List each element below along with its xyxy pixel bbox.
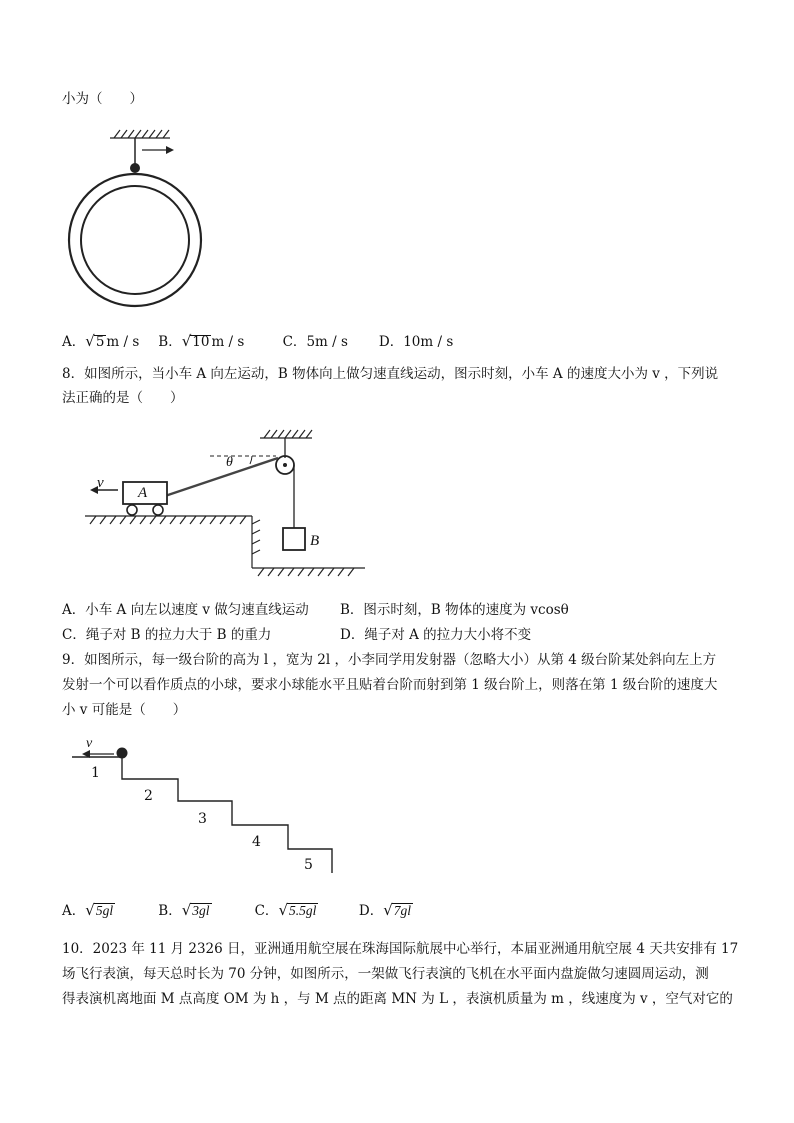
q7-option-a[interactable]: A．√5 m / s (62, 332, 140, 350)
q9-step-3: 3 (198, 811, 207, 827)
inner-ring (81, 186, 189, 294)
q7-option-b[interactable]: B．√10 m / s (158, 332, 245, 350)
q9-options (62, 903, 449, 919)
q9-line-3: 小 v 可能是（ ） (62, 702, 187, 718)
q8-line-2: 法正确的是（ ） (62, 390, 184, 406)
q9-step-2: 2 (144, 788, 153, 804)
q8-fig-theta-label: θ (226, 455, 233, 470)
q8-option-a[interactable]: A．小车 A 向左以速度 v 做匀速直线运动 (62, 602, 309, 618)
ball (130, 163, 140, 173)
q8-line-1: 8．如图所示，当小车 A 向左运动，B 物体向上做匀速直线运动，图示时刻，小车 A 的速度大小为 v ，下列说 (62, 366, 719, 382)
q7-tail: 小为（ ） (62, 91, 143, 107)
q10-line-3: 得表演机离地面 M 点高度 OM 为 h ，与 M 点的距离 MN 为 L ，表演机质量为 m ，线速度为 v ，空气对它的 (62, 991, 733, 1007)
q9-line-2: 发射一个可以看作质点的小球，要求小球能水平且贴着台阶而射到第 1 级台阶上，则落在第 1 级台阶的速度大 (62, 677, 718, 693)
q8-ceiling-hatch (260, 430, 312, 438)
rope-to-cart (165, 455, 278, 496)
q10-line-2: 场飞行表演，每天总时长为 70 分钟，如图所示，一架做飞行表演的飞机在水平面内盘旋做匀速圆周运动，测 (62, 966, 709, 982)
block-b (283, 528, 305, 550)
q8-fig-a-label: A (138, 485, 148, 501)
q7-ring-figure (60, 122, 220, 332)
q9-step-1: 1 (91, 765, 100, 781)
ceiling-hatch (110, 130, 170, 138)
outer-ring (69, 174, 201, 306)
q7-option-c[interactable]: C．5m / s (282, 334, 348, 350)
q9-step-4: 4 (252, 834, 261, 850)
arrow-head-icon (166, 146, 174, 154)
q9-ball (117, 748, 128, 759)
q9-option-d[interactable]: D．√7gl (358, 901, 412, 919)
q8-ground (85, 516, 365, 576)
q9-option-c[interactable]: C．√5.5gl (254, 901, 317, 919)
q8-option-c[interactable]: C．绳子对 B 的拉力大于 B 的重力 (62, 627, 272, 643)
q9-fig-v-label: v (86, 736, 93, 751)
q9-step-5: 5 (304, 857, 313, 873)
q8-option-b[interactable]: B．图示时刻，B 物体的速度为 vcosθ (340, 602, 569, 618)
q10-line-1: 10．2023 年 11 月 2326 日，亚洲通用航空展在珠海国际航展中心举行，本届亚洲通用航空展 4 天共安排有 17 (62, 941, 739, 957)
q7-option-d[interactable]: D．10m / s (378, 334, 454, 350)
q8-fig-v-label: v (97, 475, 104, 491)
q8-option-d[interactable]: D．绳子对 A 的拉力大小将不变 (340, 627, 532, 643)
q9-line-1: 9．如图所示，每一级台阶的高为 l ，宽为 2l ，小李同学用发射器（忽略大小）从第 4 级台阶某处斜向左上方 (62, 652, 717, 668)
q9-option-b[interactable]: B．√3gl (158, 901, 210, 919)
q9-option-a[interactable]: A．√5gl (62, 901, 114, 919)
q7-options (62, 334, 471, 350)
q8-cart-pulley-figure (80, 420, 380, 590)
q8-fig-b-label: B (310, 533, 320, 549)
